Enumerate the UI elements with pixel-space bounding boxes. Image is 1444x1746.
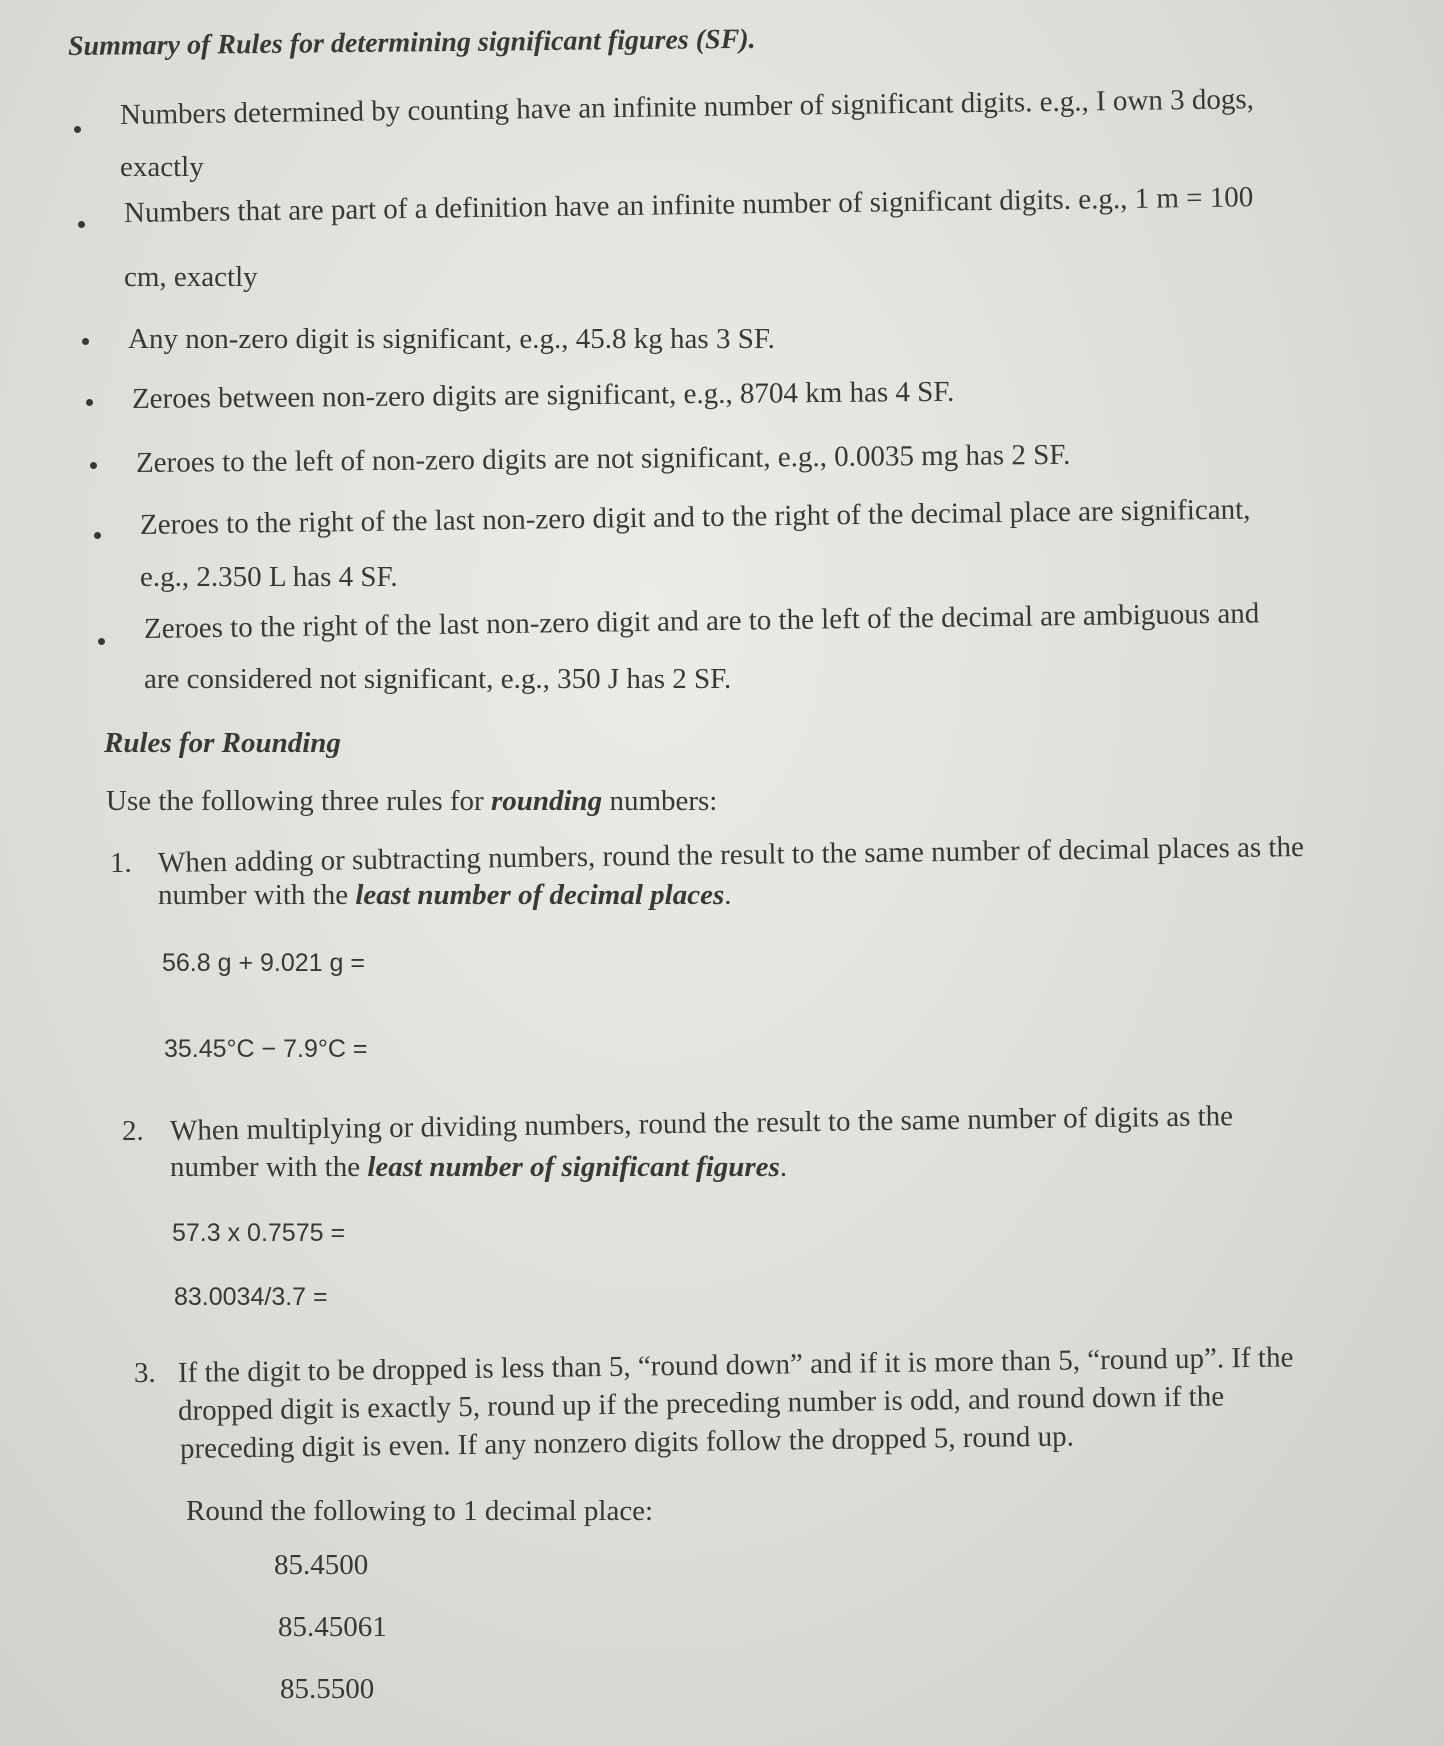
page-title: Summary of Rules for determining significant figures (SF). bbox=[67, 23, 756, 62]
rule-number: 1. bbox=[110, 847, 132, 879]
rounding-value: 85.45061 bbox=[278, 1611, 387, 1643]
rule-text-part: . bbox=[724, 879, 732, 911]
list-item-text: Numbers that are part of a definition have an infinite number of significant digits. e.g., 1 m = 100 bbox=[123, 181, 1254, 229]
example-expression: 83.0034/3.7 = bbox=[174, 1283, 328, 1311]
list-item-text: Zeroes to the right of the last non-zero digit and are to the left of the decimal are ambiguous and bbox=[143, 597, 1260, 645]
example-expression: 56.8 g + 9.021 g = bbox=[162, 949, 365, 977]
bullet-icon bbox=[98, 638, 105, 645]
list-item-text: exactly bbox=[120, 151, 204, 183]
rule-text-part: number with the bbox=[158, 879, 356, 911]
list-item-text: Numbers determined by counting have an infinite number of significant digits. e.g., I own 3 dogs, bbox=[119, 83, 1255, 131]
list-item-text: e.g., 2.350 L has 4 SF. bbox=[140, 561, 398, 593]
bullet-icon bbox=[90, 462, 97, 469]
list-item-text: Zeroes to the right of the last non-zero digit and to the right of the decimal place are significant, bbox=[139, 493, 1251, 541]
rule-emphasis: least number of significant figures bbox=[367, 1151, 780, 1183]
rounding-value: 85.5500 bbox=[280, 1673, 375, 1705]
rule-text: dropped digit is exactly 5, round up if the preceding number is odd, and round down if the bbox=[177, 1380, 1225, 1427]
list-item-text: are considered not significant, e.g., 350 J has 2 SF. bbox=[144, 663, 732, 695]
rule-text: When adding or subtracting numbers, round the result to the same number of decimal places as the bbox=[157, 831, 1305, 879]
rule-text: If the digit to be dropped is less than 5, “round down” and if it is more than 5, “round up”. If the bbox=[177, 1341, 1294, 1389]
rounding-value: 85.4500 bbox=[274, 1549, 369, 1581]
list-item-text: Any non-zero digit is significant, e.g., 45.8 kg has 3 SF. bbox=[128, 323, 775, 355]
rule-text-part: number with the bbox=[170, 1151, 368, 1183]
list-item-text: cm, exactly bbox=[124, 261, 258, 293]
rule-number: 3. bbox=[134, 1357, 156, 1389]
rounding-heading: Rules for Rounding bbox=[104, 727, 341, 759]
rounding-intro bbox=[106, 784, 717, 818]
list-item-text: Zeroes between non-zero digits are significant, e.g., 8704 km has 4 SF. bbox=[131, 375, 955, 415]
rule-number: 2. bbox=[122, 1115, 144, 1147]
bullet-icon bbox=[74, 126, 81, 133]
bullet-icon bbox=[78, 221, 85, 228]
rule-text: When multiplying or dividing numbers, round the result to the same number of digits as the bbox=[169, 1100, 1234, 1147]
list-item-text: Zeroes to the left of non-zero digits are not significant, e.g., 0.0035 mg has 2 SF. bbox=[135, 438, 1071, 479]
bullet-icon bbox=[94, 532, 101, 539]
example-expression: 57.3 x 0.7575 = bbox=[172, 1219, 346, 1247]
rule-text bbox=[158, 878, 731, 912]
bullet-icon bbox=[82, 338, 89, 345]
rule-emphasis: least number of decimal places bbox=[355, 879, 725, 911]
rule-text bbox=[170, 1150, 787, 1184]
intro-text: Use the following three rules for bbox=[106, 785, 491, 817]
bullet-icon bbox=[86, 399, 93, 406]
rule-instruction: Round the following to 1 decimal place: bbox=[186, 1495, 654, 1527]
rule-text: preceding digit is even. If any nonzero digits follow the dropped 5, round up. bbox=[179, 1420, 1075, 1465]
example-expression: 35.45°C − 7.9°C = bbox=[164, 1035, 368, 1063]
intro-text: numbers: bbox=[602, 785, 718, 817]
intro-emphasis: rounding bbox=[490, 785, 603, 817]
rule-text-part: . bbox=[779, 1151, 788, 1183]
